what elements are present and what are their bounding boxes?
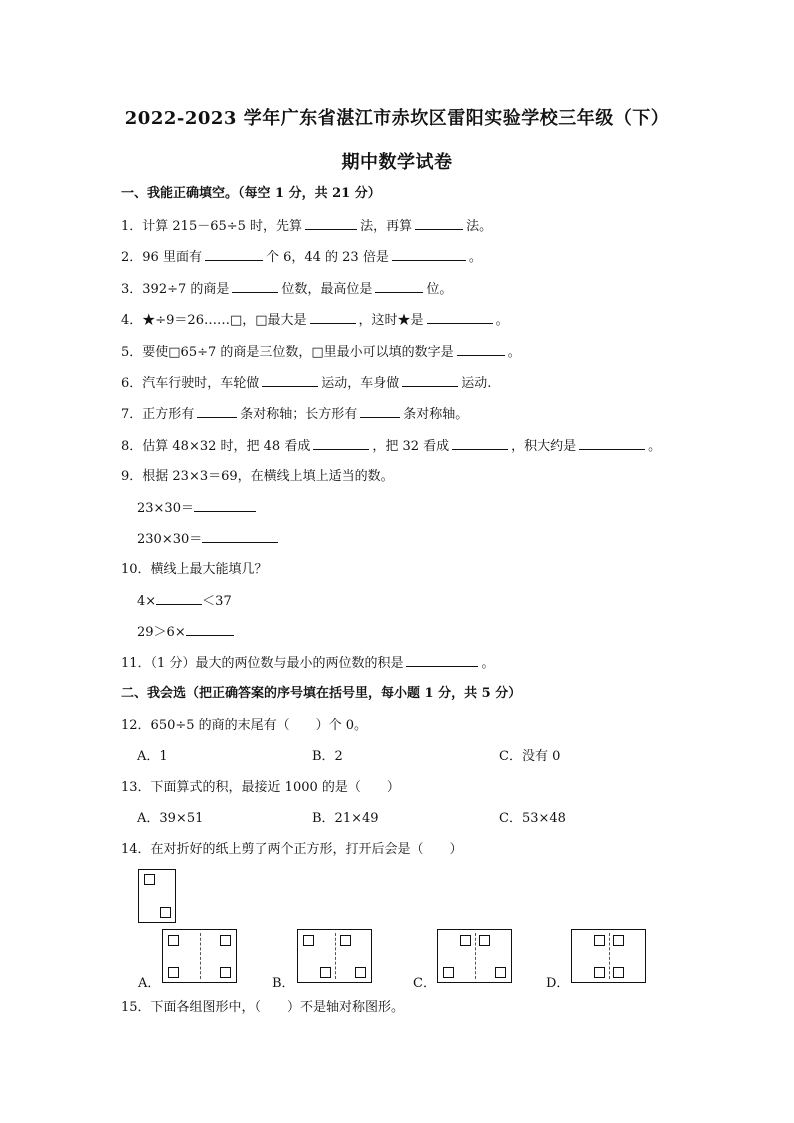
question-15-stem: 15．下面各组图形中，（ ）不是轴对称图形。 <box>121 1000 405 1015</box>
cut-square <box>320 967 331 978</box>
question-10-eq2: 29＞6× <box>137 622 237 643</box>
question-12-stem: 12．650÷5 的商的末尾有（ ）个 0。 <box>121 718 368 733</box>
cut-square <box>479 935 490 946</box>
answer-blank[interactable] <box>194 498 256 512</box>
question-3: 3．392÷7 的商是 位数，最高位是 位。 <box>121 279 452 300</box>
question-10-eq1: 4× ＜37 <box>137 591 232 612</box>
answer-blank[interactable] <box>579 436 645 450</box>
q13-option-a[interactable]: A．39×51 <box>137 811 204 826</box>
exam-title-line1: 2022-2023 学年广东省湛江市赤坎区雷阳实验学校三年级（下） <box>124 108 670 129</box>
answer-blank[interactable] <box>415 216 463 230</box>
question-6: 6．汽车行驶时，车轮做 运动，车身做 运动. <box>121 373 491 394</box>
question-13-stem: 13．下面算式的积，最接近 1000 的是（ ） <box>121 780 400 795</box>
q12-option-a[interactable]: A．1 <box>137 749 168 764</box>
cut-square <box>220 935 231 946</box>
answer-blank[interactable] <box>457 342 505 356</box>
cut-square <box>613 967 624 978</box>
answer-blank[interactable] <box>406 653 478 667</box>
cut-square <box>340 935 351 946</box>
q14-option-d-figure[interactable] <box>571 929 646 983</box>
question-1: 1．计算 215－65÷5 时，先算 法，再算 法。 <box>121 216 492 237</box>
fold-line <box>335 933 336 979</box>
cut-square <box>460 935 471 946</box>
q14-option-c-figure[interactable] <box>437 929 512 983</box>
q14-option-b-label[interactable]: B． <box>272 976 295 991</box>
cut-square <box>495 967 506 978</box>
q13-option-b[interactable]: B．21×49 <box>312 811 379 826</box>
question-9-eq2: 230×30＝ <box>137 529 281 550</box>
answer-blank[interactable] <box>156 591 202 605</box>
question-9-stem: 9．根据 23×3＝69，在横线上填上适当的数。 <box>121 469 394 484</box>
q13-option-c[interactable]: C．53×48 <box>499 811 566 826</box>
cut-square <box>443 967 454 978</box>
question-4: 4．★÷9＝26……□，□最大是 ，这时★是 。 <box>121 310 509 331</box>
exam-title-line2: 期中数学试卷 <box>341 152 453 173</box>
cut-square <box>355 967 366 978</box>
cut-square <box>303 935 314 946</box>
answer-blank[interactable] <box>262 373 318 387</box>
question-11: 11．（1 分）最大的两位数与最小的两位数的积是 。 <box>121 653 494 674</box>
q14-option-d-label[interactable]: D． <box>546 976 570 991</box>
question-5: 5．要使□65÷7 的商是三位数，□里最小可以填的数字是 。 <box>121 342 521 363</box>
question-9-eq1: 23×30＝ <box>137 498 259 519</box>
cut-square <box>144 874 155 885</box>
cut-square <box>613 935 624 946</box>
question-8: 8．估算 48×32 时，把 48 看成 ，把 32 看成 ，积大约是 。 <box>121 436 661 457</box>
q14-option-a-label[interactable]: A． <box>138 976 161 991</box>
answer-blank[interactable] <box>392 247 466 261</box>
answer-blank[interactable] <box>375 279 423 293</box>
question-10-stem: 10．横线上最大能填几？ <box>121 562 268 577</box>
q12-option-b[interactable]: B．2 <box>312 749 343 764</box>
cut-square <box>160 907 171 918</box>
cut-square <box>168 935 179 946</box>
cut-square <box>594 935 605 946</box>
answer-blank[interactable] <box>310 310 356 324</box>
answer-blank[interactable] <box>202 529 278 543</box>
answer-blank[interactable] <box>197 404 237 418</box>
cut-square <box>168 967 179 978</box>
answer-blank[interactable] <box>205 247 263 261</box>
answer-blank[interactable] <box>452 436 508 450</box>
answer-blank[interactable] <box>427 310 493 324</box>
fold-line <box>200 933 201 979</box>
cut-square <box>220 967 231 978</box>
question-2: 2．96 里面有 个 6，44 的 23 倍是 。 <box>121 247 482 268</box>
q12-option-c[interactable]: C．没有 0 <box>499 749 561 764</box>
answer-blank[interactable] <box>313 436 369 450</box>
section2-heading: 二、我会选（把正确答案的序号填在括号里，每小题 1 分，共 5 分） <box>121 686 522 701</box>
answer-blank[interactable] <box>305 216 357 230</box>
answer-blank[interactable] <box>186 622 234 636</box>
cut-square <box>594 967 605 978</box>
question-7: 7．正方形有 条对称轴；长方形有 条对称轴。 <box>121 404 468 425</box>
q14-option-c-label[interactable]: C． <box>413 976 436 991</box>
answer-blank[interactable] <box>360 404 400 418</box>
question-14-stem: 14．在对折好的纸上剪了两个正方形，打开后会是（ ） <box>121 842 463 857</box>
answer-blank[interactable] <box>402 373 458 387</box>
fold-line <box>609 933 610 979</box>
fold-line <box>475 933 476 979</box>
section1-heading: 一、我能正确填空。（每空 1 分，共 21 分） <box>121 186 381 201</box>
folded-paper-figure <box>138 869 176 923</box>
q14-option-a-figure[interactable] <box>162 929 237 983</box>
answer-blank[interactable] <box>232 279 278 293</box>
q14-option-b-figure[interactable] <box>297 929 372 983</box>
